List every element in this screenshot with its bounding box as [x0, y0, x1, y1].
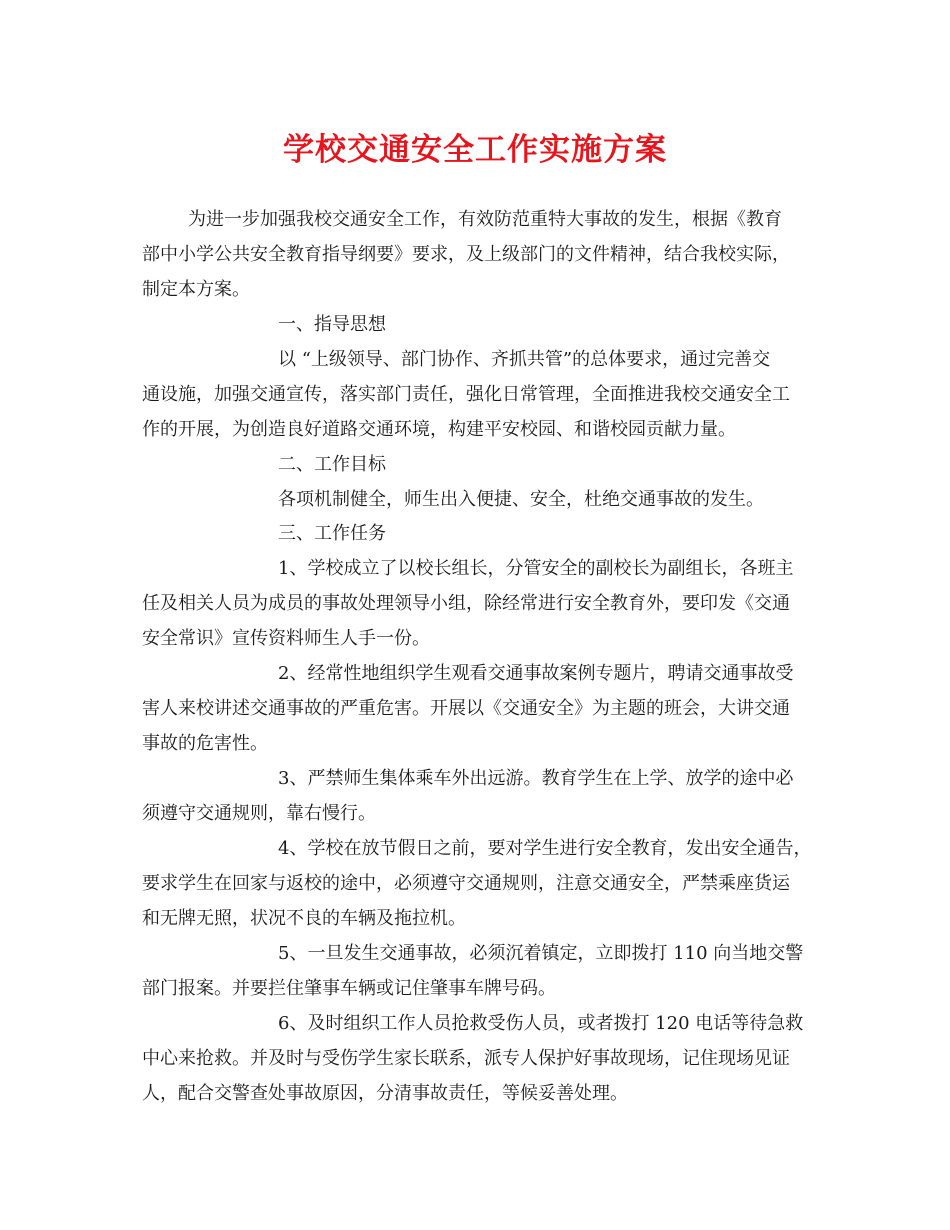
body-line: 3、严禁师生集体乘车外出远游。教育学生在上学、放学的途中必: [278, 768, 794, 789]
body-line: 须遵守交通规则，靠右慢行。: [142, 803, 376, 824]
body-line: 4、学校在放节假日之前，要对学生进行安全教育，发出安全通告，: [278, 838, 812, 859]
body-line: 人，配合交警查处事故原因，分清事故责任，等候妥善处理。: [142, 1083, 628, 1104]
body-line: 作的开展，为创造良好道路交通环境，构建平安校园、和谐校园贡献力量。: [142, 419, 736, 440]
body-line: 为进一步加强我校交通安全工作，有效防范重特大事故的发生，根据《教育: [188, 209, 782, 230]
body-line: 中心来抢救。并及时与受伤学生家长联系，派专人保护好事故现场，记住现场见证: [142, 1048, 790, 1069]
body-line: 安全常识》宣传资料师生人手一份。: [142, 628, 430, 649]
body-line: 通设施，加强交通宣传，落实部门责任，强化日常管理，全面推进我校交通安全工: [142, 384, 790, 405]
section-heading: 二、工作目标: [278, 454, 386, 475]
section-heading: 一、指导思想: [278, 314, 386, 335]
body-line: 制定本方案。: [142, 279, 250, 300]
body-line: 事故的危害性。: [142, 733, 268, 754]
body-line: 害人来校讲述交通事故的严重危害。开展以《交通安全》为主题的班会，大讲交通: [142, 698, 790, 719]
body-line: 要求学生在回家与返校的途中，必须遵守交通规则，注意交通安全，严禁乘座货运: [142, 873, 790, 894]
body-line: 部门报案。并要拦住肇事车辆或记住肇事车牌号码。: [142, 978, 556, 999]
body-line: 6、及时组织工作人员抢救受伤人员，或者拨打 120 电话等待急救: [278, 1013, 804, 1034]
body-line: 各项机制健全，师生出入便捷、安全，杜绝交通事故的发生。: [278, 489, 764, 510]
document-title: 学校交通安全工作实施方案: [283, 132, 667, 168]
body-line: 5、一旦发生交通事故，必须沉着镇定，立即拨打 110 向当地交警: [278, 943, 804, 964]
body-line: 2、经常性地组织学生观看交通事故案例专题片，聘请交通事故受: [278, 663, 794, 684]
body-line: 和无牌无照，状况不良的车辆及拖拉机。: [142, 908, 466, 929]
section-heading: 三、工作任务: [278, 523, 386, 544]
body-line: 以 “上级领导、部门协作、齐抓共管”的总体要求，通过完善交: [278, 349, 771, 370]
body-line: 1、学校成立了以校长组长，分管安全的副校长为副组长，各班主: [278, 558, 794, 579]
body-line: 部中小学公共安全教育指导纲要》要求，及上级部门的文件精神，结合我校实际，: [142, 244, 790, 265]
body-line: 任及相关人员为成员的事故处理领导小组，除经常进行安全教育外，要印发《交通: [142, 593, 790, 614]
